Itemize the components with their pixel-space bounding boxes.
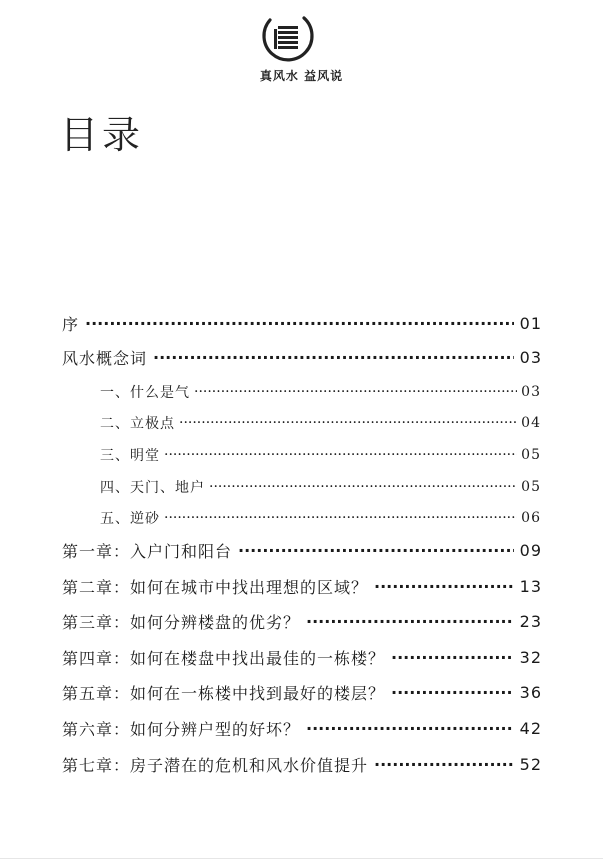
toc-entry-label: 风水概念词 [62,349,148,368]
toc-entry-label: 第六章：如何分辨户型的好坏？ [62,720,301,739]
toc-entry-label: 三、明堂 [100,448,160,464]
dot-leader [391,648,514,667]
dot-leader [238,541,514,560]
toc-entry-page: 04 [521,415,541,431]
toc-entry[interactable] [62,539,542,562]
toc-entry-page: 42 [519,719,542,738]
toc-entry[interactable] [62,346,542,369]
toc-subentry[interactable] [100,477,541,497]
toc-entry-label: 一、什么是气 [100,385,190,401]
dot-leader [374,755,514,774]
toc-entry[interactable] [62,717,542,740]
toc-entry[interactable] [62,646,542,669]
dot-leader [374,577,514,596]
toc-entry-page: 32 [519,648,542,667]
dot-leader [306,612,514,631]
toc-entry-label: 第四章：如何在楼盘中找出最佳的一栋楼？ [62,649,386,668]
toc-entry-label: 序 [62,315,80,334]
toc-entry[interactable] [62,681,542,704]
toc-subentry[interactable] [100,413,541,433]
dot-leader [391,683,514,702]
toc-entry-page: 03 [521,384,541,400]
page-edge-divider [0,858,603,859]
toc-subentry[interactable] [100,382,541,402]
toc-entry-label: 第五章：如何在一栋楼中找到最好的楼层？ [62,684,386,703]
dot-leader [209,479,517,495]
toc-entry-label: 第三章：如何分辨楼盘的优劣？ [62,613,301,632]
toc-entry-page: 05 [521,479,541,495]
trigram-circle-icon [258,8,318,68]
toc-entry[interactable] [62,753,542,776]
toc-entry-page: 09 [519,541,542,560]
toc-entry-label: 第七章：房子潜在的危机和风水价值提升 [62,756,369,775]
dot-leader [179,415,517,431]
toc-entry-page: 06 [521,510,541,526]
page-title: 目录 [60,113,145,157]
dot-leader [194,384,517,400]
toc-subentry[interactable] [100,508,541,528]
toc-entry-page: 01 [519,314,542,333]
dot-leader [85,314,514,333]
toc-entry-page: 23 [519,612,542,631]
toc-entry-page: 03 [519,348,542,367]
toc-entry-page: 52 [519,755,542,774]
dot-leader [153,348,514,367]
toc-entry-page: 13 [519,577,542,596]
toc-entry-label: 四、天门、地户 [100,480,205,496]
toc-entry-label: 二、立极点 [100,416,175,432]
toc-entry-page: 05 [521,447,541,463]
toc-entry-label: 五、逆砂 [100,511,160,527]
toc-entry-page: 36 [519,683,542,702]
toc-entry[interactable] [62,610,542,633]
toc-entry-label: 第二章：如何在城市中找出理想的区域？ [62,578,369,597]
toc-entry[interactable] [62,312,542,335]
toc-subentry[interactable] [100,445,541,465]
dot-leader [164,510,517,526]
toc-entry[interactable] [62,575,542,598]
toc-entry-label: 第一章：入户门和阳台 [62,542,233,561]
slogan: 真风水 益风说 [259,69,344,83]
dot-leader [164,447,517,463]
dot-leader [306,719,514,738]
